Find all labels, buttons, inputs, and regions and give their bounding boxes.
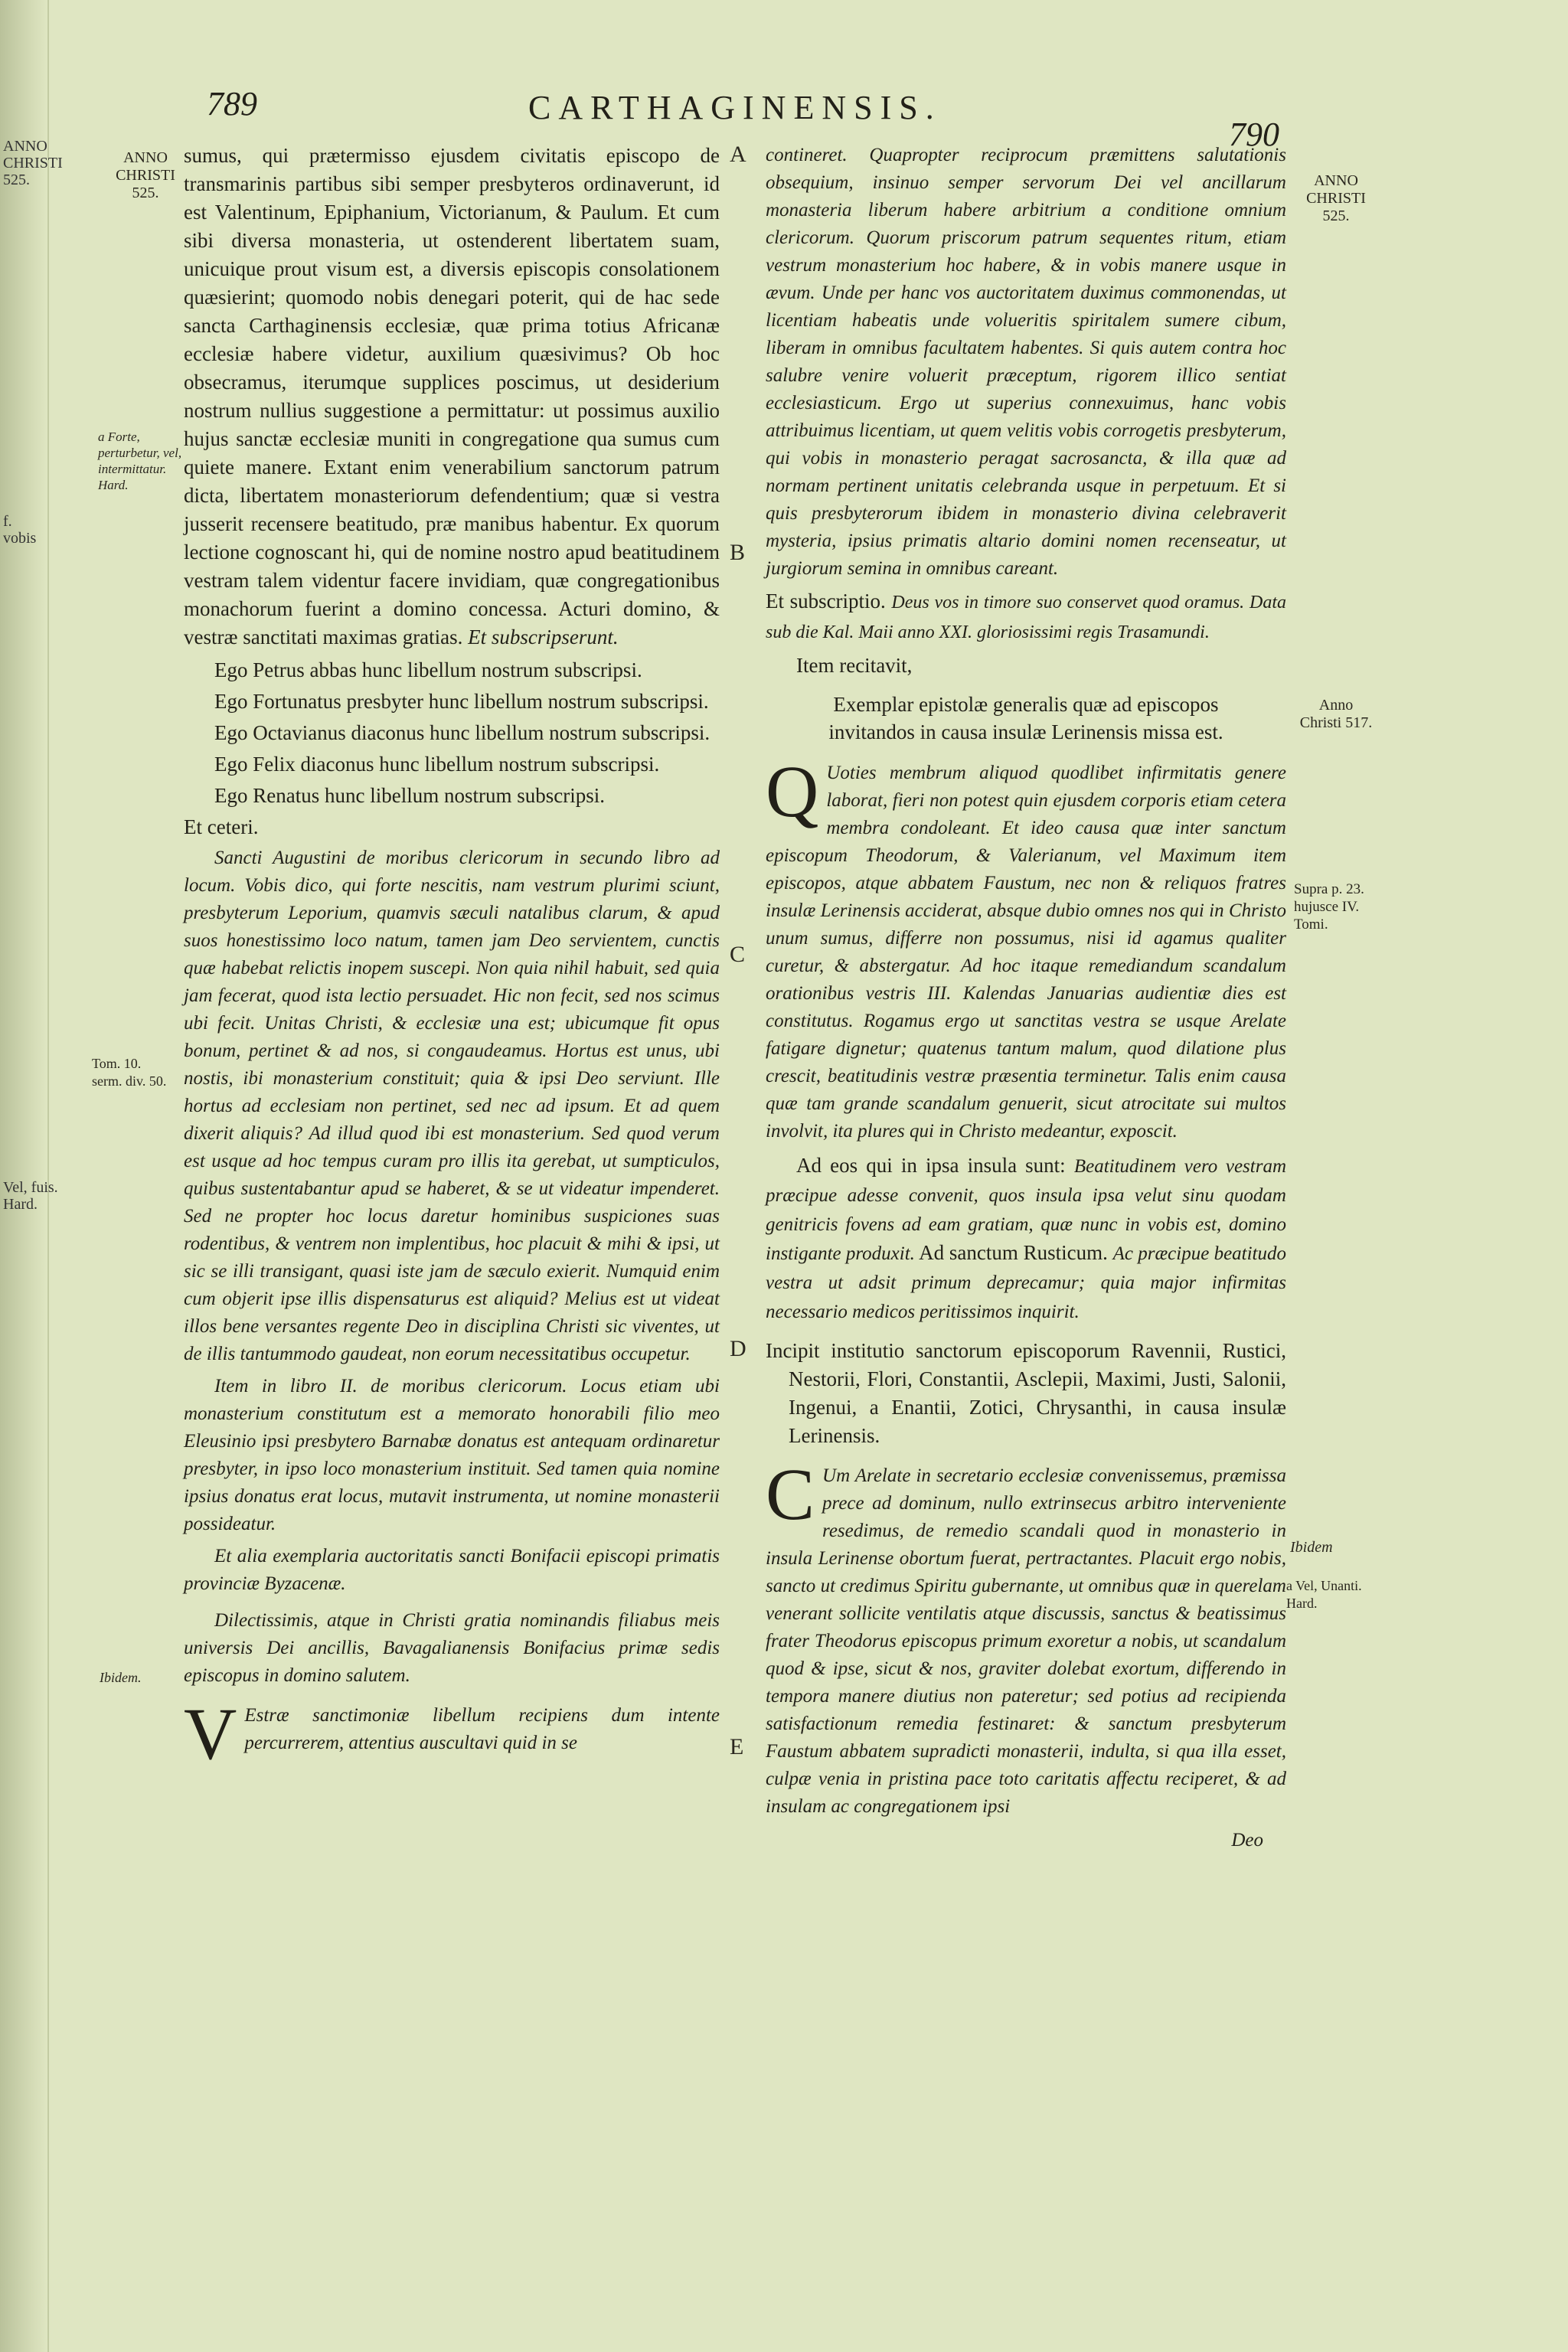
left-margin-ibidem: Ibidem. (100, 1670, 142, 1685)
signature-octavianus: Ego Octavianus diaconus hunc libellum nostrum subscripsi. (214, 721, 710, 744)
left-margin-forte: a Forte, perturbetur, vel, intermittatur. Hard. (98, 430, 182, 492)
left-paragraph-1: sumus, qui prætermisso ejusdem civitatis episcopo de transmarinis partibus sibi semper presbyteros ordinaverunt, id est Valentinum, Epiphanium, Victorianum, & Paulum. Et cum sibi diversa monasteria, ut ostenderent libertatem suam, unicuique prout visum est, a diversis episcopis consolationem quæsierint; quomodo nobis denegari poterit, qui de hac sede sancta Carthaginensis ecclesiæ, quæ prima totius Africanæ ecclesiæ habere videtur, auxilium quæsivimus? Ob hoc obsecramus, iterumque supplices poscimus, ut desiderium nostrum nullius suggestione a permittatur: ut possimus auxilio hujus sanctæ ecclesiæ muniti in congregatione qua sumus cum quiete manere. Extant enim venerabilium sanctorum patrum dicta, libertatem monasteriorum defendentium; quæ si vestra jusserit recensere beatitudo, præ manibus habentur. Ex quorum lectione cognoscant hi, qui de nomine nostro apud beatitudinem vestram talem videntur facere invidiam, quæ congregationibus monachorum fuerint a domino concessa. Acturi domino, & vestræ sanctitati maximas gratias. Et subscripserunt. (184, 144, 720, 648)
right-margin-anno517: Anno Christi 517. (1299, 697, 1373, 731)
subscriptio: Et subscriptio. Deus vos in timore suo conservet quod oramus. Data sub die Kal. Maii anno XXI. gloriosissimi regis Trasamundi. (766, 590, 1287, 642)
bonifacius-letter-start: V Estræ sanctimoniæ libellum recipiens dum intente percurrerem, attentius auscultavi quid in se (184, 1693, 720, 1775)
left-margin-tom: Tom. 10. serm. div. 50. (92, 1056, 167, 1089)
augustine-passage-1: Sancti Augustini de moribus clericorum in secundo libro ad locum. Vobis dico, qui forte nescitis, nam vestrum plurimi sciunt, presbyterum Leporium, quamvis sæculi natalibus clarum, & apud suos honestissimo loco natum, tamen jam Deo servientem, cunctis quæ habebat relictis inopem suscepi. Non quia nihil habuit, sed quia jam fecerat, quod ista lectio persuadet. Hic non fecit, sed nos scimus ubi fecit. Unitas Christi, & ecclesiæ una est; ubicumque fit opus bonum, pertinet & ad nos, si congaudeamus. Hortus est unus, ubi nostis, ibi monasterium constituit; quia & ipsi Deo serviunt. Ille hortus ad ecclesiam non pertinet, sed nec ad ipsum. Et ad quem dixerit aliquis? Ad illud quod ibi est monasterium. Sed quod verum est usque ad hoc tempus curam pro illis ita gerebat, ut sumpticulos, quibus sustentabantur apud se haberet, & se ut videatur impenderet. Sed ne propter hoc locus daretur hominibus suspiciones suas rodentibus, & ventrem non implentibus, hoc placuit & mihi & ipsi, ut sic se illi transigant, quasi iste jam de sæculo exierit. Numquid enim cum objerit ipse illis dispensaturus est aliquid? Melius est ut videat illos bene versantes regente Deo in disciplina Christi sic viventes, ut de illis tantummodo gaudeat, non eorum necessitatibus occupetur. (184, 848, 720, 1364)
dropcap-v: V (184, 1693, 237, 1775)
signature-renatus: Ego Renatus hunc libellum nostrum subscripsi. (214, 784, 605, 807)
page-header (0, 84, 1568, 153)
section-letter-d: D (730, 1336, 746, 1361)
dropcap-c: C (766, 1453, 815, 1535)
section-letter-b: B (730, 540, 746, 565)
bonifacius-salutation: Dilectissimis, atque in Christi gratia nominandis filiabus meis universis Dei ancillis, Bavagalianensis Bonifacius primæ sedis episcopus in domino salutem. (184, 1610, 720, 1686)
right-margin-supra: Supra p. 23. hujusce IV. Tomi. (1294, 881, 1364, 933)
cum-arelate-paragraph: C Um Arelate in secretario ecclesiæ convenissemus, præmissa prece ad dominum, nullo extrinsecus arbitro interveniente resedimus, de remedio scandali quod in monasterio in insula Lerinense obortum fuerat, pertractantes. Placuit ergo nobis, sancto ut credimus Spiritu gubernante, ut omnibus quæ in querelam venerant sollicite ventilatis atque discussis, sanctus & beatissimus frater Theodorus episcopus primum exoretur a nobis, ut scandalum quod & ipse, sicut & nos, graviter dolebat exortum, differendo in tempora manere diutius non pateretur; sed potius ad recipienda satisfactionum remedia festinaret: & sanctum presbyterum Faustum abbatem supradicti monasterii, indulta, si qua illa esset, culpæ venia in pristina pace toto caritatis affectu reciperet, & ad insulam ac congregationem ipsi (766, 1453, 1286, 1817)
catchword: Deo (1231, 1830, 1263, 1851)
left-column (184, 142, 720, 1775)
dropcap-q: Q (766, 750, 819, 832)
incipit-heading: Incipit institutio sanctorum episcoporum Ravennii, Rustici, Nestorii, Flori, Constantii, Asclepii, Maximi, Justi, Salonii, Ingenui, a Enantii, Zotici, Chrysanthi, in causa insulæ Lerinensis. (766, 1339, 1286, 1447)
item-recitavit: Item recitavit, (796, 654, 913, 677)
ad-eos-paragraph: Ad eos qui in ipsa insula sunt: Beatitudinem vero vestram præcipue adesse convenit, quos insula ipsa velut sinu quodam genitricis fovens ad eam gratiam, quæ nunc in vobis est, domino instigante produxit. Ad sanctum Rusticum. Ac præcipue beatitudo vestra ut adsit primum deprecamur; quia major infirmitas necessario medicos peritissimos inquirit. (766, 1154, 1287, 1322)
signature-felix: Ego Felix diaconus hunc libellum nostrum subscripsi. (214, 753, 660, 776)
edge-anno-note: ANNO CHRISTI 525. (3, 138, 63, 188)
augustine-passage-2: Item in libro II. de moribus clericorum. Locus etiam ubi monasterium constitutum est a memorato honorabili filio meo Eleusinio ipsi presbytero Barnabæ donatus est antequam ordinaretur presbyter, in ipso loco monasterium instituit. Sed tamen quia nomine ipsius donatus erat locus, mutavit instrumenta, ut nomine monasterii possideatur. (184, 1376, 720, 1534)
left-page-number: 789 (207, 85, 257, 122)
right-margin-anno: ANNO CHRISTI 525. (1306, 172, 1366, 224)
exemplar-title: Exemplar epistolæ generalis quæ ad episcopos invitandos in causa insulæ Lerinensis missa est. (828, 693, 1223, 743)
right-margin-vel: a Vel, Unanti. Hard. (1286, 1578, 1362, 1611)
facing-page-edge (0, 0, 63, 2352)
right-paragraph-1: contineret. Quapropter reciprocum præmittens salutationis obsequium, insinuo semper servorum Dei vel ancillarum monasteria liberum habere arbitrium a conditione omnium clericorum. Quorum priscorum patrum sequentes ritum, etiam vestrum monasterium hoc habere, & in vobis manere usque in ævum. Unde per hanc vos auctoritatem duximus commonendas, ut licentiam habeatis unde volueritis spiritalem sumere cibum, liberam in omnibus facultatem habentes. Si quis autem contra hoc salubre venire voluerit præceptum, rigorem illico sentiat ecclesiasticum. Ergo ut superius connexuimus, hanc vobis attribuimus licentiam, ut quem velitis vobis corrogetis presbyterum, qui vobis in monasterio peragat sacrosancta, & illa quæ ad normam pertinent unitatis celebranda usque in perpetuum. Et si quis presbyterorum ibidem in monasterio divina celebraverit mysteria, ipsius primatis altario domini nomen recenseatur, ut jurgiorum semina in omnibus careant. (766, 145, 1286, 579)
bonifacius-intro: Et alia exemplaria auctoritatis sancti Bonifacii episcopi primatis provinciæ Byzacenæ. (184, 1546, 720, 1594)
signature-fortunatus: Ego Fortunatus presbyter hunc libellum nostrum subscripsi. (214, 690, 709, 713)
right-page-number: 790 (1229, 116, 1279, 153)
section-letter-e: E (730, 1734, 744, 1759)
right-margin-ibidem: Ibidem (1290, 1539, 1333, 1556)
running-title: CARTHAGINENSIS. (528, 89, 942, 126)
right-column (766, 142, 1286, 1859)
section-letter-c: C (730, 942, 746, 967)
signature-petrus: Ego Petrus abbas hunc libellum nostrum subscripsi. (214, 658, 642, 681)
edge-vel-note: Vel, fuis. Hard. (3, 1179, 58, 1213)
section-letter-a: A (730, 142, 746, 167)
left-margin-anno: ANNO CHRISTI 525. (116, 149, 175, 201)
quoties-paragraph: Q Uoties membrum aliquod quodlibet infirmitatis genere laborat, fieri non potest quin ejusdem corporis etiam cetera membra condoleant. Et ideo causa quæ inter sanctum episcopum Theodorum, & Valerianum, vel Maximum item episcopos, atque abbatem Faustum, nec non & reliquos fratres insulæ Lerinensis acciderat, absque dubio omnes nos qui in Christo unum sumus, differre non possumus, nisi id agamus qualiter curetur, & abstergatur. Ad hoc itaque remediandum scandalum orationibus vestris III. Kalendas Januarias audientiæ dies est constitutus. Rogamus ergo ut sanctitas vestra se usque Arelate fatigare dignetur; quatenus tantum malum, quod dilatione plus crescit, beatitudinis vestræ præsentia terminetur. Talis enim causa quæ tam grande scandalum genuerit, sicut atrocitate sui multos involvit, ita plures qui in Christo medeantur, exposcit. (766, 750, 1286, 1142)
et-ceteri: Et ceteri. (184, 815, 259, 838)
edge-vobis-note: f. vobis (3, 513, 37, 547)
